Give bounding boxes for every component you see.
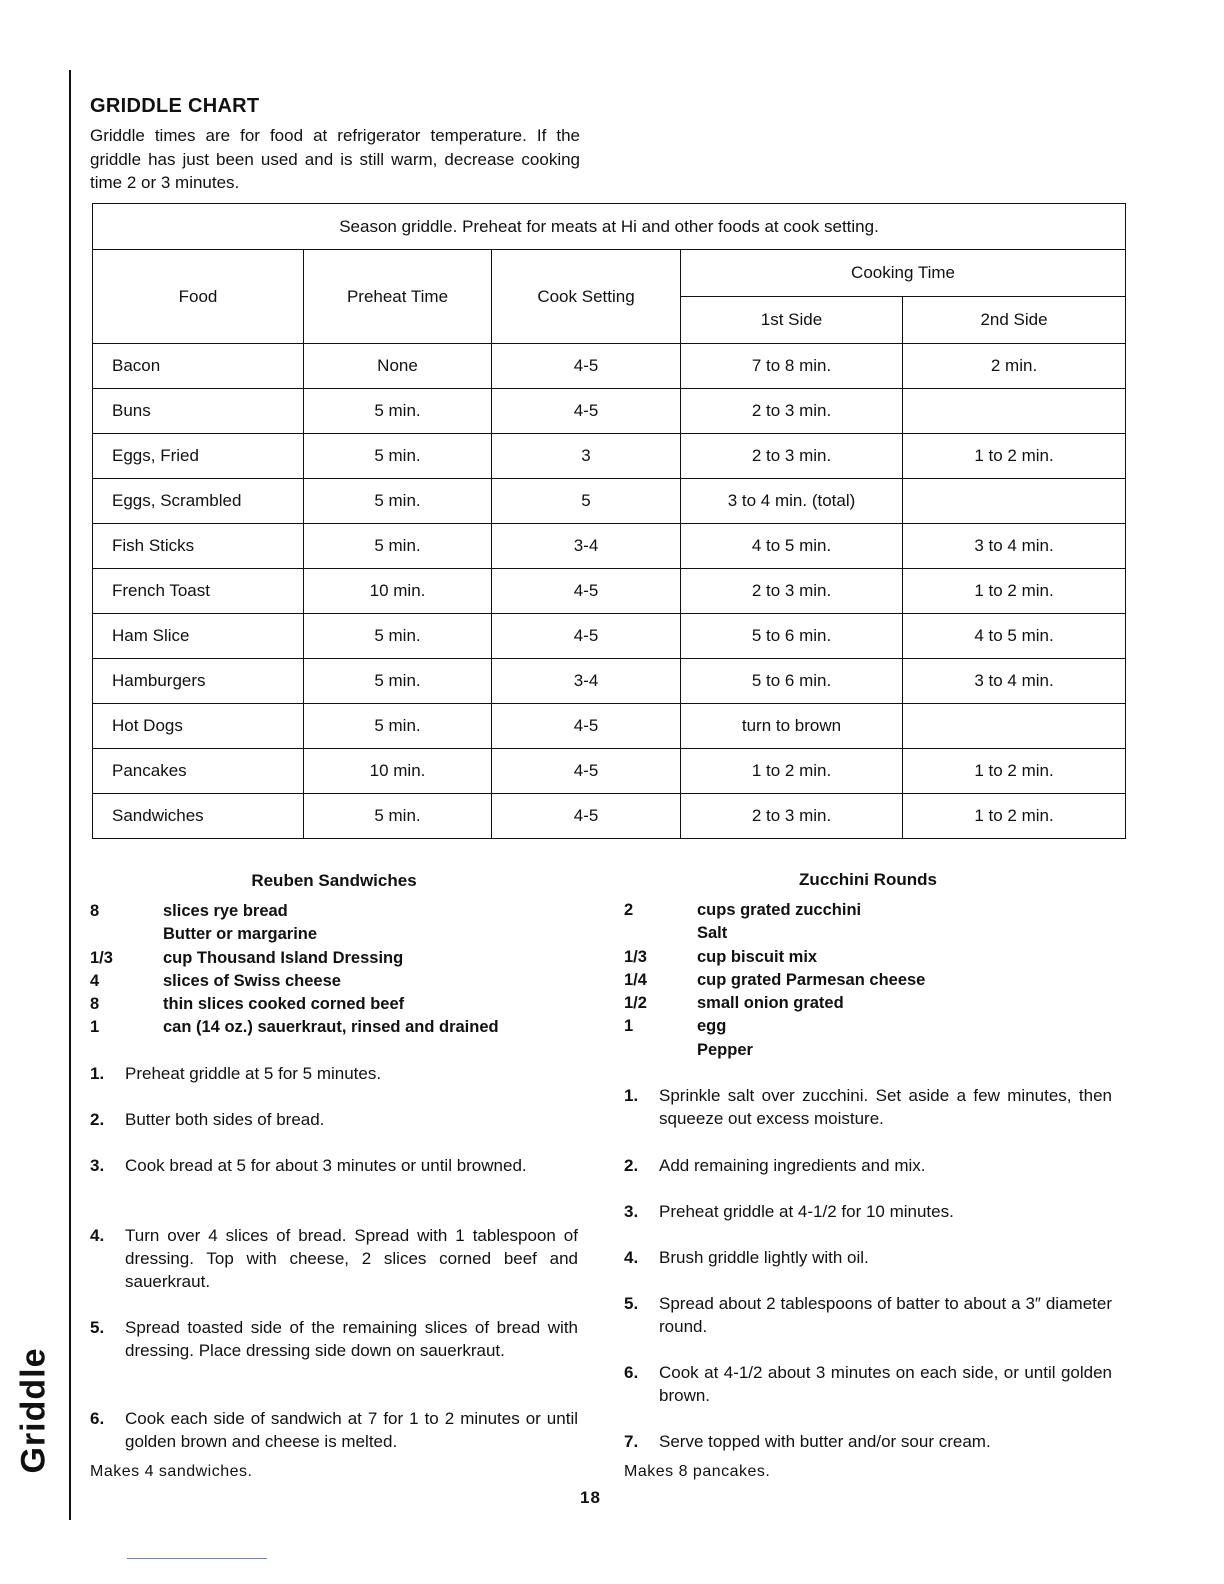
page-title: GRIDDLE CHART bbox=[90, 95, 260, 117]
table-row bbox=[93, 659, 1126, 704]
ingredient-item bbox=[90, 993, 590, 1016]
step-text: Cook bread at 5 for about 3 minutes or until browned. bbox=[125, 1156, 527, 1175]
ingredient-name: thin slices cooked corned beef bbox=[163, 995, 405, 1014]
cell-cook-setting: 3-4 bbox=[492, 524, 681, 569]
table-row bbox=[93, 524, 1126, 569]
cell-food: Hamburgers bbox=[93, 659, 304, 704]
cell-2nd-side: 1 to 2 min. bbox=[903, 749, 1126, 794]
cell-cook-setting: 4-5 bbox=[492, 749, 681, 794]
cell-2nd-side: 2 min. bbox=[903, 344, 1126, 389]
ingredient-qty: 8 bbox=[90, 995, 100, 1014]
step-text: Add remaining ingredients and mix. bbox=[659, 1156, 926, 1175]
ingredient-name: slices of Swiss cheese bbox=[163, 971, 341, 990]
step-text: Preheat griddle at 4-1/2 for 10 minutes. bbox=[659, 1202, 954, 1221]
ingredient-item bbox=[90, 900, 590, 923]
cell-cook-setting: 4-5 bbox=[492, 794, 681, 839]
recipe-step bbox=[90, 1316, 578, 1362]
section-tab-label: Griddle bbox=[14, 1346, 53, 1474]
cell-cook-setting: 4-5 bbox=[492, 569, 681, 614]
recipe-step bbox=[624, 1430, 1112, 1453]
cell-cook-setting: 3-4 bbox=[492, 659, 681, 704]
recipe-step bbox=[90, 1108, 578, 1131]
cell-2nd-side: 3 to 4 min. bbox=[903, 524, 1126, 569]
ingredient-item bbox=[90, 923, 590, 946]
ingredient-name: Pepper bbox=[697, 1040, 753, 1059]
ingredient-item bbox=[624, 946, 1124, 969]
recipe-step bbox=[90, 1224, 578, 1293]
cell-food: Pancakes bbox=[93, 749, 304, 794]
ingredient-item bbox=[90, 970, 590, 993]
step-number: 2. bbox=[624, 1156, 639, 1175]
cell-1st-side: turn to brown bbox=[681, 704, 903, 749]
cell-preheat-time: None bbox=[304, 344, 492, 389]
header-cook-setting: Cook Setting bbox=[492, 250, 681, 344]
step-text: Brush griddle lightly with oil. bbox=[659, 1248, 869, 1267]
header-preheat-time: Preheat Time bbox=[304, 250, 492, 344]
step-number: 5. bbox=[90, 1318, 105, 1337]
cell-cook-setting: 5 bbox=[492, 479, 681, 524]
cell-cook-setting: 4-5 bbox=[492, 614, 681, 659]
cell-food: Sandwiches bbox=[93, 794, 304, 839]
cell-cook-setting: 4-5 bbox=[492, 704, 681, 749]
step-number: 3. bbox=[90, 1156, 105, 1175]
step-text: Serve topped with butter and/or sour cream. bbox=[659, 1432, 991, 1451]
ingredient-name: Salt bbox=[697, 924, 728, 943]
cell-cook-setting: 4-5 bbox=[492, 389, 681, 434]
underline-mark bbox=[127, 1558, 267, 1559]
cell-preheat-time: 5 min. bbox=[304, 479, 492, 524]
step-text: Sprinkle salt over zucchini. Set aside a few minutes, then squeeze out excess moisture. bbox=[659, 1086, 1112, 1128]
cell-food: Hot Dogs bbox=[93, 704, 304, 749]
step-number: 1. bbox=[90, 1064, 105, 1083]
recipe-step bbox=[90, 1407, 578, 1453]
table-note-row bbox=[93, 204, 1126, 250]
recipe-step bbox=[90, 1154, 578, 1177]
recipe-step bbox=[624, 1200, 1112, 1223]
step-number: 4. bbox=[90, 1226, 105, 1245]
ingredient-item bbox=[624, 992, 1124, 1015]
zucchini-yield: Makes 8 pancakes. bbox=[624, 1463, 771, 1480]
reuben-ingredients bbox=[90, 900, 590, 1040]
recipe-step bbox=[624, 1361, 1112, 1407]
cell-1st-side: 2 to 3 min. bbox=[681, 794, 903, 839]
ingredient-item bbox=[624, 969, 1124, 992]
header-food: Food bbox=[93, 250, 304, 344]
ingredient-item bbox=[90, 1016, 590, 1039]
cell-2nd-side bbox=[903, 389, 1126, 434]
cell-2nd-side: 4 to 5 min. bbox=[903, 614, 1126, 659]
reuben-yield: Makes 4 sandwiches. bbox=[90, 1463, 253, 1480]
cell-food: Ham Slice bbox=[93, 614, 304, 659]
cell-2nd-side: 1 to 2 min. bbox=[903, 434, 1126, 479]
cell-preheat-time: 5 min. bbox=[304, 524, 492, 569]
cell-2nd-side: 1 to 2 min. bbox=[903, 569, 1126, 614]
cell-preheat-time: 5 min. bbox=[304, 659, 492, 704]
table-row bbox=[93, 344, 1126, 389]
cell-1st-side: 2 to 3 min. bbox=[681, 389, 903, 434]
cell-1st-side: 4 to 5 min. bbox=[681, 524, 903, 569]
ingredient-qty: 1/4 bbox=[624, 970, 647, 989]
step-number: 2. bbox=[90, 1110, 105, 1129]
ingredient-name: cup grated Parmesan cheese bbox=[697, 970, 926, 989]
step-number: 1. bbox=[624, 1086, 639, 1105]
step-number: 3. bbox=[624, 1202, 639, 1221]
table-row bbox=[93, 614, 1126, 659]
cell-food: Eggs, Fried bbox=[93, 434, 304, 479]
ingredient-name: Butter or margarine bbox=[163, 925, 318, 944]
table-row bbox=[93, 389, 1126, 434]
ingredient-item bbox=[90, 947, 590, 970]
recipe-step bbox=[90, 1062, 578, 1085]
cell-preheat-time: 5 min. bbox=[304, 389, 492, 434]
cell-preheat-time: 5 min. bbox=[304, 794, 492, 839]
cell-food: Bacon bbox=[93, 344, 304, 389]
ingredient-qty bbox=[624, 1039, 697, 1062]
ingredient-item bbox=[624, 1039, 1124, 1062]
step-text: Cook each side of sandwich at 7 for 1 to 2 minutes or until golden brown and cheese is melted. bbox=[125, 1409, 578, 1451]
cell-food: Eggs, Scrambled bbox=[93, 479, 304, 524]
step-number: 6. bbox=[90, 1409, 105, 1428]
cell-food: French Toast bbox=[93, 569, 304, 614]
header-1st-side: 1st Side bbox=[681, 297, 903, 344]
table-row bbox=[93, 794, 1126, 839]
ingredient-item bbox=[624, 899, 1124, 922]
ingredient-item bbox=[624, 1015, 1124, 1038]
recipe-step bbox=[624, 1246, 1112, 1269]
cell-food: Buns bbox=[93, 389, 304, 434]
step-number: 6. bbox=[624, 1363, 639, 1382]
cell-2nd-side: 3 to 4 min. bbox=[903, 659, 1126, 704]
reuben-title: Reuben Sandwiches bbox=[251, 871, 417, 890]
cell-2nd-side bbox=[903, 479, 1126, 524]
step-text: Spread toasted side of the remaining slices of bread with dressing. Place dressing side down on sauerkraut. bbox=[125, 1318, 578, 1360]
ingredient-qty: 4 bbox=[90, 971, 100, 990]
page-number: 18 bbox=[580, 1488, 601, 1507]
ingredient-name: small onion grated bbox=[697, 994, 844, 1013]
step-number: 5. bbox=[624, 1294, 639, 1313]
step-number: 7. bbox=[624, 1432, 639, 1451]
cell-preheat-time: 5 min. bbox=[304, 434, 492, 479]
step-number: 4. bbox=[624, 1248, 639, 1267]
griddle-chart-table bbox=[92, 203, 1126, 839]
table-row bbox=[93, 749, 1126, 794]
cell-1st-side: 1 to 2 min. bbox=[681, 749, 903, 794]
step-text: Turn over 4 slices of bread. Spread with 1 tablespoon of dressing. Top with cheese, 2 slices corned beef and sauerkraut. bbox=[125, 1226, 578, 1291]
cell-2nd-side bbox=[903, 704, 1126, 749]
table-row bbox=[93, 434, 1126, 479]
cell-1st-side: 2 to 3 min. bbox=[681, 569, 903, 614]
recipe-step bbox=[624, 1154, 1112, 1177]
table-row bbox=[93, 479, 1126, 524]
ingredient-qty bbox=[90, 923, 163, 946]
step-text: Butter both sides of bread. bbox=[125, 1110, 325, 1129]
cell-preheat-time: 5 min. bbox=[304, 614, 492, 659]
ingredient-name: cup Thousand Island Dressing bbox=[163, 948, 404, 967]
table-header-row bbox=[93, 250, 1126, 297]
ingredient-name: slices rye bread bbox=[163, 902, 288, 920]
header-cooking-time: Cooking Time bbox=[681, 250, 1126, 297]
recipe-step bbox=[624, 1292, 1112, 1338]
cell-preheat-time: 10 min. bbox=[304, 749, 492, 794]
ingredient-item bbox=[624, 922, 1124, 945]
table-body bbox=[93, 344, 1126, 839]
ingredient-qty: 1 bbox=[90, 1018, 100, 1037]
step-text: Cook at 4-1/2 about 3 minutes on each side, or until golden brown. bbox=[659, 1363, 1112, 1405]
cell-cook-setting: 4-5 bbox=[492, 344, 681, 389]
cell-1st-side: 2 to 3 min. bbox=[681, 434, 903, 479]
cell-1st-side: 7 to 8 min. bbox=[681, 344, 903, 389]
table-row bbox=[93, 704, 1126, 749]
zucchini-title: Zucchini Rounds bbox=[799, 870, 937, 889]
cell-1st-side: 5 to 6 min. bbox=[681, 659, 903, 704]
cell-1st-side: 5 to 6 min. bbox=[681, 614, 903, 659]
step-text: Preheat griddle at 5 for 5 minutes. bbox=[125, 1064, 382, 1083]
ingredient-qty: 1/3 bbox=[90, 948, 113, 967]
step-text: Spread about 2 tablespoons of batter to about a 3″ diameter round. bbox=[659, 1294, 1112, 1336]
ingredient-qty: 1/3 bbox=[624, 947, 647, 966]
ingredient-qty: 2 bbox=[624, 901, 634, 919]
cell-2nd-side: 1 to 2 min. bbox=[903, 794, 1126, 839]
recipe-step bbox=[624, 1084, 1112, 1130]
ingredient-name: cup biscuit mix bbox=[697, 947, 818, 966]
ingredient-qty bbox=[624, 922, 697, 945]
zucchini-ingredients bbox=[624, 899, 1124, 1062]
ingredient-name: cups grated zucchini bbox=[697, 901, 862, 919]
section-tab bbox=[8, 1340, 60, 1480]
cell-food: Fish Sticks bbox=[93, 524, 304, 569]
ingredient-name: egg bbox=[697, 1017, 727, 1036]
cell-1st-side: 3 to 4 min. (total) bbox=[681, 479, 903, 524]
table-note: Season griddle. Preheat for meats at Hi and other foods at cook setting. bbox=[93, 204, 1126, 250]
ingredient-qty: 1/2 bbox=[624, 994, 647, 1013]
cell-preheat-time: 10 min. bbox=[304, 569, 492, 614]
ingredient-qty: 8 bbox=[90, 902, 100, 920]
margin-rule bbox=[69, 70, 71, 1520]
intro-text: Griddle times are for food at refrigerator temperature. If the griddle has just been used and is still warm, decrease cooking time 2 or 3 minutes. bbox=[90, 126, 580, 192]
table-row bbox=[93, 569, 1126, 614]
cell-preheat-time: 5 min. bbox=[304, 704, 492, 749]
header-2nd-side: 2nd Side bbox=[903, 297, 1126, 344]
cell-cook-setting: 3 bbox=[492, 434, 681, 479]
ingredient-name: can (14 oz.) sauerkraut, rinsed and drained bbox=[163, 1018, 499, 1037]
ingredient-qty: 1 bbox=[624, 1017, 634, 1036]
